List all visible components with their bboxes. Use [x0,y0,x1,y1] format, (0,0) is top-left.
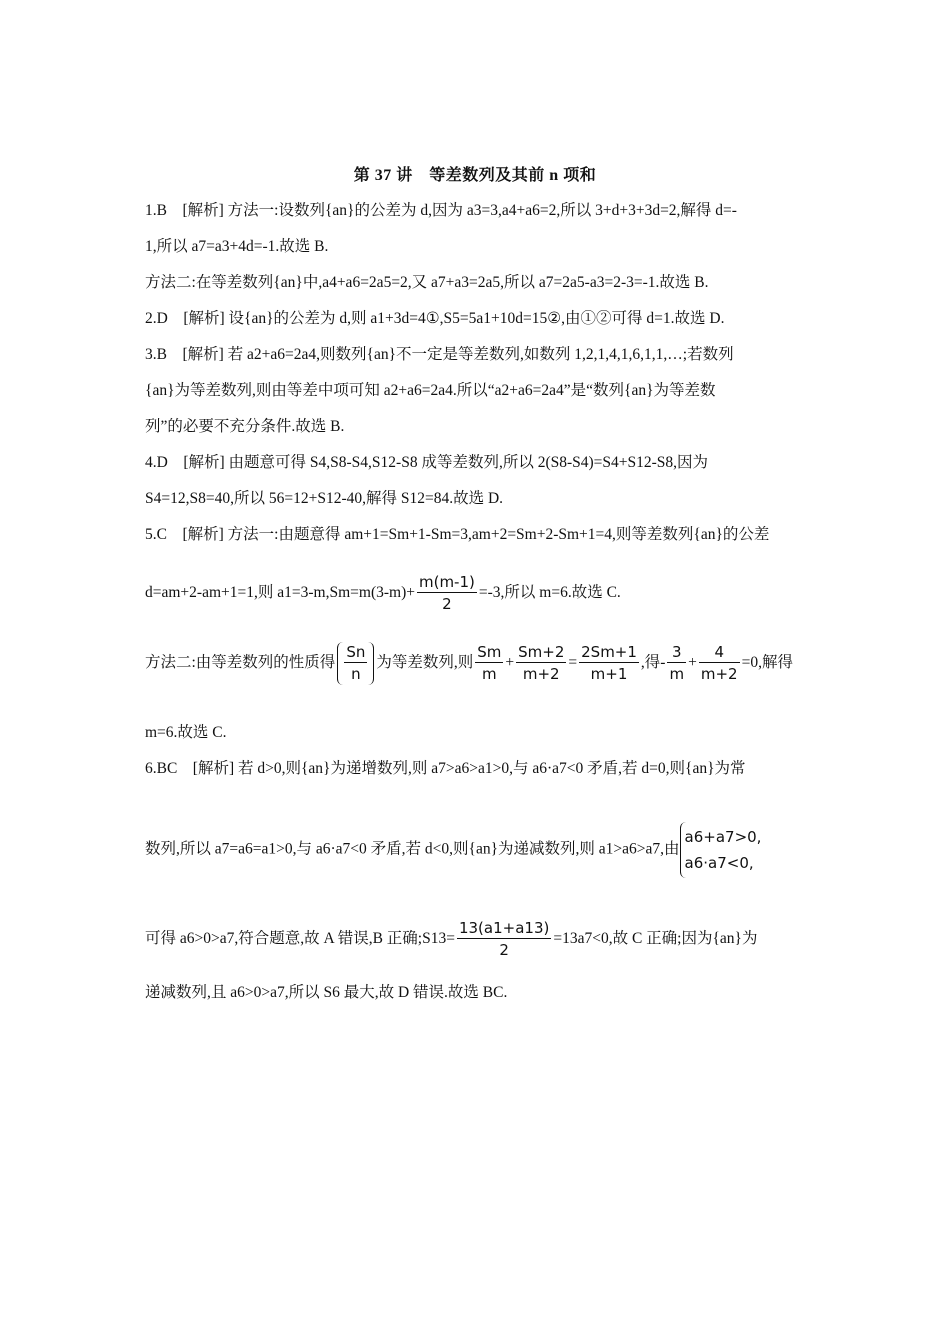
fraction-2 [516,642,566,685]
answer-3-line-3: 列”的必要不充分条件.故选 B. [145,418,345,435]
fraction-denominator: m+1 [590,665,628,683]
fraction-sn-over-n [344,642,367,685]
fraction-numerator: 3 [667,642,686,663]
fraction-denominator: n [351,665,361,683]
answer-5-line-4: m=6.故选 C. [145,724,227,741]
fraction-numerator: 13(a1+a13) [458,919,550,937]
answer-1-method-2: 方法二:在等差数列{an}中,a4+a6=2a5=2,又 a7+a3=2a5,所以 a7=2a5-a3=2-3=-1.故选 B. [145,274,709,291]
text-segment: 可得 a6>0>a7,符合题意,故 A 错误,B 正确;S13= [145,930,455,948]
inequality-row: a6·a7<0, [684,854,754,872]
answer-4-line-2: S4=12,S8=40,所以 56=12+S12-40,解得 S12=84.故选 D. [145,490,504,507]
fraction-denominator: 2 [499,941,509,959]
fraction-numerator: Sm [477,643,502,661]
sequence-brace [337,642,374,685]
fraction-denominator: m+2 [700,665,738,683]
fraction-numerator: 4 [699,642,740,663]
fraction-denominator: 2 [442,595,452,613]
answer-1-line-2: 1,所以 a7=a3+4d=-1.故选 B. [145,238,329,255]
answer-4-line-1: 4.D [解析] 由题意可得 S4,S8-S4,S12-S8 成等差数列,所以 2(S8-S4)=S4+S12-S8,因为 [145,454,709,471]
fraction-numerator: 2Sm+1 [581,643,637,661]
fraction-denominator: m+2 [522,665,560,683]
fraction-s13 [457,918,551,961]
fraction-5 [699,642,740,685]
text-segment: 数列,所以 a7=a6=a1>0,与 a6·a7<0 矛盾,若 d<0,则{an}为递减数列,则 a1>a6>a7,由 [145,840,680,858]
answer-5-line-1: 5.C [解析] 方法一:由题意得 am+1=Sm+1-Sm=3,am+2=Sm+2-Sm+1=4,则等差数列{an}的公差 [145,526,770,543]
answer-6-line-1: 6.BC [解析] 若 d>0,则{an}为递增数列,则 a7>a6>a1>0,与 a6·a7<0 矛盾,若 d=0,则{an}为常 [145,760,746,777]
text-segment: 为等差数列,则 [376,654,474,672]
fraction-numerator: Sn [346,643,366,661]
text-segment: ,得- [640,654,666,672]
answer-6-line-3 [145,918,815,961]
answer-3-line-2: {an}为等差数列,则由等差中项可知 a2+a6=2a4.所以“a2+a6=2a4”是“数列{an}为等差数 [145,382,716,399]
fraction-sm [417,572,477,615]
fraction-denominator: m [669,665,685,683]
fraction-1 [475,642,503,685]
answer-1-line-1: 1.B [解析] 方法一:设数列{an}的公差为 d,因为 a3=3,a4+a6=2,所以 3+d+3+3d=2,解得 d=- [145,202,737,219]
text-segment: =13a7<0,故 C 正确;因为{an}为 [553,930,758,948]
text-segment: =-3,所以 m=6.故选 C. [478,584,621,602]
inequality-row: a6+a7>0, [684,828,762,846]
fraction-numerator: m(m-1) [418,573,475,591]
answer-2: 2.D [解析] 设{an}的公差为 d,则 a1+3d=4①,S5=5a1+10d=15②,由①②可得 d=1.故选 D. [145,310,725,327]
fraction-4 [667,642,686,685]
text-segment: 方法二:由等差数列的性质得 [145,654,336,672]
fraction-numerator: Sm+2 [518,643,565,661]
fraction-denominator: m [481,665,497,683]
answer-5-method-2: 方法二:由等差数列的性质得 $\frac{Sn}{n}$ 为等差数列,则 $\frac{Sm}{m}$ + $\frac{Sm+2}{m+2}$ = $\frac{2Sm+1}{m+1}$ ,得- $\frac{3}{m}$ + $\frac{4}{m+2}$ =0,解得 [145,643,793,683]
answer-6-line-4: 递减数列,且 a6>0>a7,所以 S6 最大,故 D 错误.故选 BC. [145,984,508,1001]
system-of-inequalities [680,822,766,878]
answer-5-line-2 [145,572,815,615]
page-title: 第 37 讲 等差数列及其前 n 项和 [353,167,597,184]
fraction-3 [579,642,639,685]
answer-6-line-2 [145,822,815,878]
answer-3-line-1: 3.B [解析] 若 a2+a6=2a4,则数列{an}不一定是等差数列,如数列 1,2,1,4,1,6,1,1,…;若数列 [145,346,734,363]
text-segment: =0,解得 [741,654,793,672]
text-segment: d=am+2-am+1=1,则 a1=3-m,Sm=m(3-m)+ [145,584,415,602]
